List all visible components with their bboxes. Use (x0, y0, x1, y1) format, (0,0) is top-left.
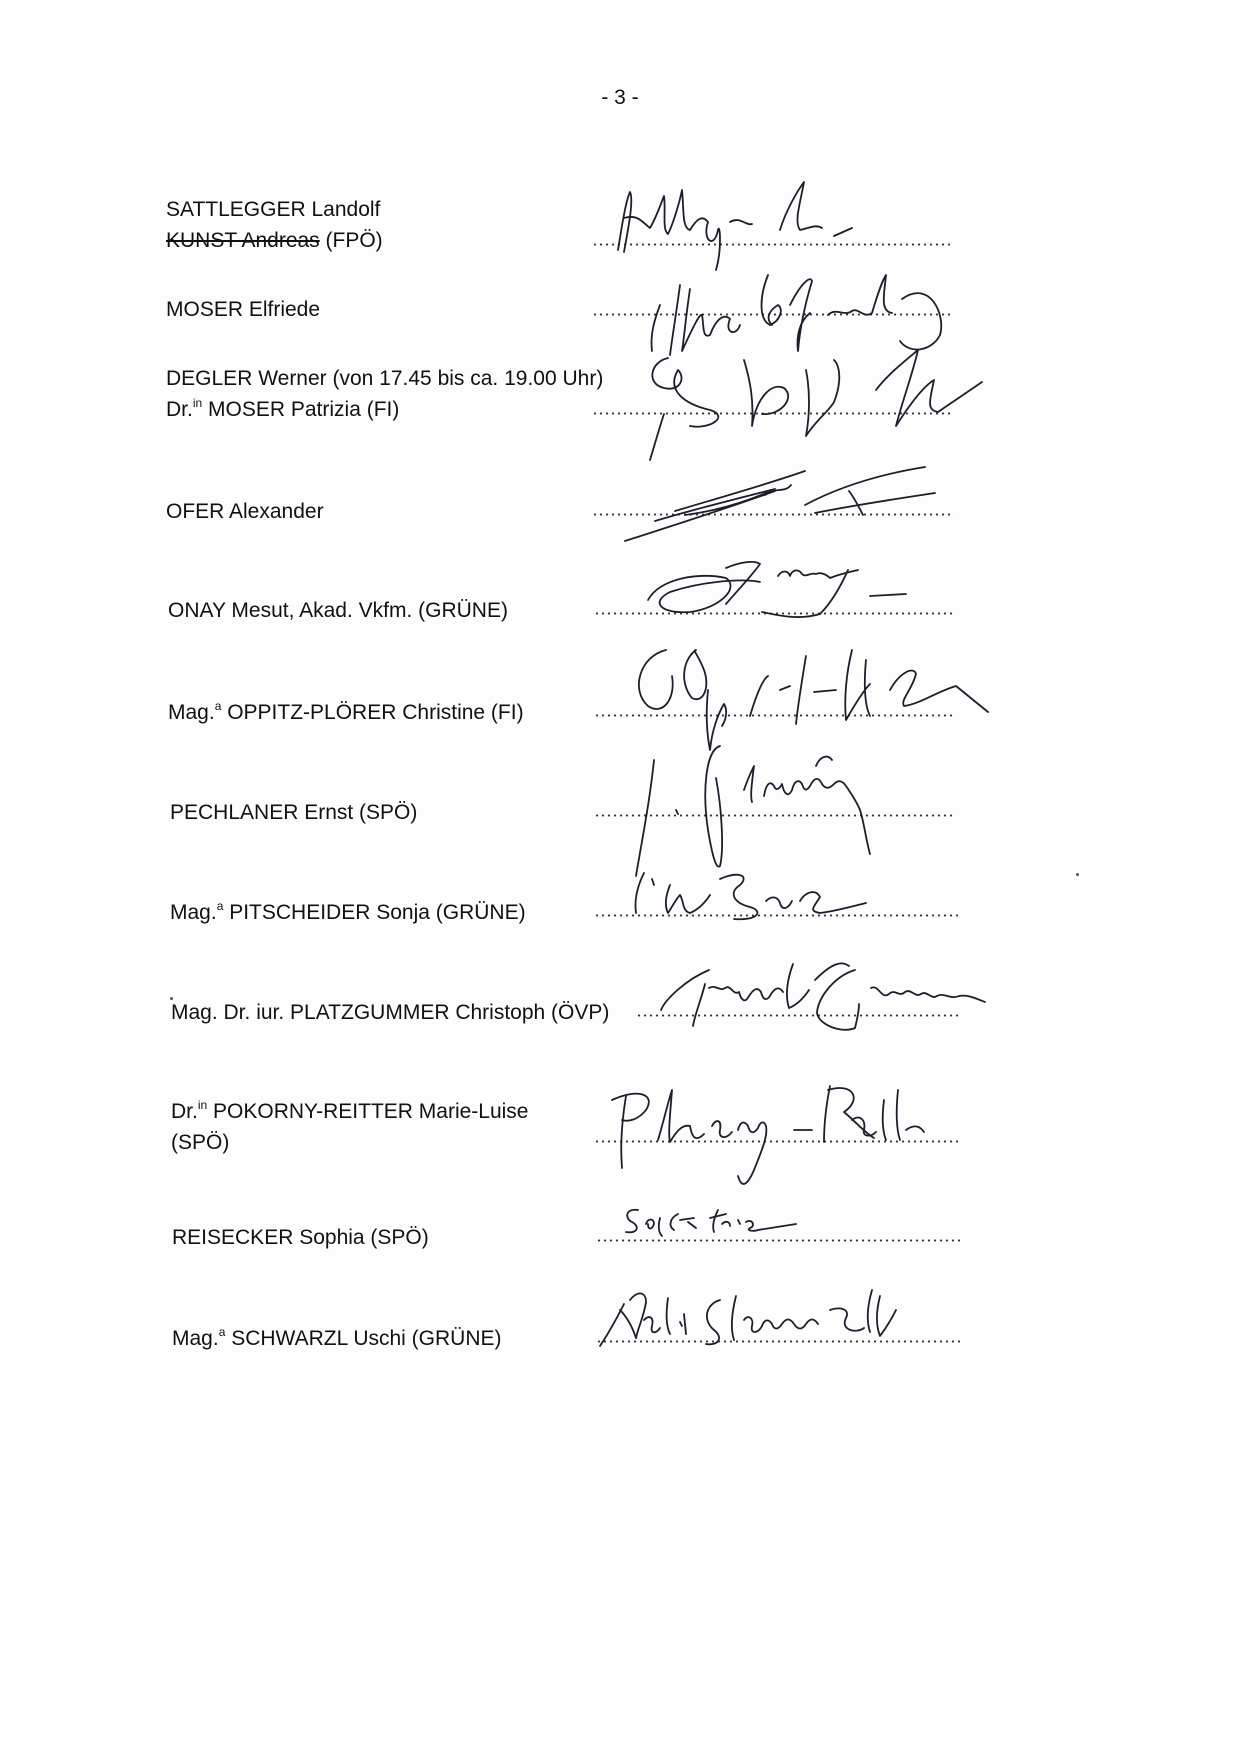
signatory-pechlaner (170, 797, 417, 828)
signature-degler-moser (620, 330, 1000, 470)
title-suffix: a (214, 699, 222, 713)
signature-pitscheider (610, 855, 910, 935)
title-label: Dr. (166, 398, 193, 421)
signatory-platzgummer (171, 997, 609, 1028)
signatory-name: PITSCHEIDER Sonja (GRÜNE) (223, 901, 526, 924)
signatory-name: Mag. Dr. iur. PLATZGUMMER Christoph (ÖVP) (171, 1001, 610, 1024)
title-suffix: a (216, 899, 224, 913)
title-label: Mag. (168, 701, 215, 724)
signature-schwarzl (580, 1270, 940, 1360)
scan-speck (1076, 873, 1079, 876)
signatory-pitscheider (170, 897, 526, 928)
signatory-oppitz-ploerer (168, 697, 524, 728)
signatory-sattlegger (166, 194, 383, 256)
signatory-pokorny-reitter (171, 1096, 528, 1158)
signature-pokorny-reitter (598, 1060, 958, 1200)
signature-onay (630, 548, 930, 628)
signatory-name: POKORNY-REITTER Marie-Luise (207, 1100, 529, 1123)
signature-ofer (615, 455, 955, 555)
signatory-reisecker (172, 1222, 429, 1253)
signatory-moser-elfriede (166, 294, 320, 325)
title-suffix: in (192, 396, 203, 410)
signatory-name: PECHLANER Ernst (SPÖ) (170, 801, 418, 824)
signatory-name: DEGLER Werner (von 17.45 bis ca. 19.00 Uhr) (166, 367, 604, 390)
signatory-schwarzl (172, 1323, 502, 1354)
signatory-name: ONAY Mesut, Akad. Vkfm. (GRÜNE) (168, 599, 508, 622)
signature-platzgummer (645, 940, 985, 1050)
signatory-name: OPPITZ-PLÖRER Christine (FI) (221, 701, 524, 724)
struck-name: KUNST Andreas (166, 229, 320, 252)
title-label: Mag. (170, 901, 217, 924)
signatory-onay (168, 595, 508, 626)
signatory-name: MOSER Elfriede (166, 298, 321, 321)
signatory-name: OFER Alexander (166, 500, 324, 523)
signature-reisecker (618, 1196, 818, 1246)
signatory-name: SATTLEGGER Landolf (166, 198, 381, 221)
page-number: - 3 - (601, 86, 639, 109)
scan-speck (170, 997, 173, 1000)
signatory-name: SCHWARZL Uschi (GRÜNE) (225, 1327, 502, 1350)
signatory-ofer (166, 496, 324, 527)
title-label: Mag. (172, 1327, 219, 1350)
title-label: Dr. (171, 1100, 198, 1123)
title-suffix: a (218, 1325, 226, 1339)
title-suffix: in (197, 1098, 208, 1112)
signatory-name: REISECKER Sophia (SPÖ) (172, 1226, 429, 1249)
party-label: (FPÖ) (319, 229, 383, 252)
party-label: (SPÖ) (171, 1131, 230, 1154)
signatory-name: MOSER Patrizia (FI) (202, 398, 400, 421)
signatory-degler-moser (166, 363, 603, 425)
